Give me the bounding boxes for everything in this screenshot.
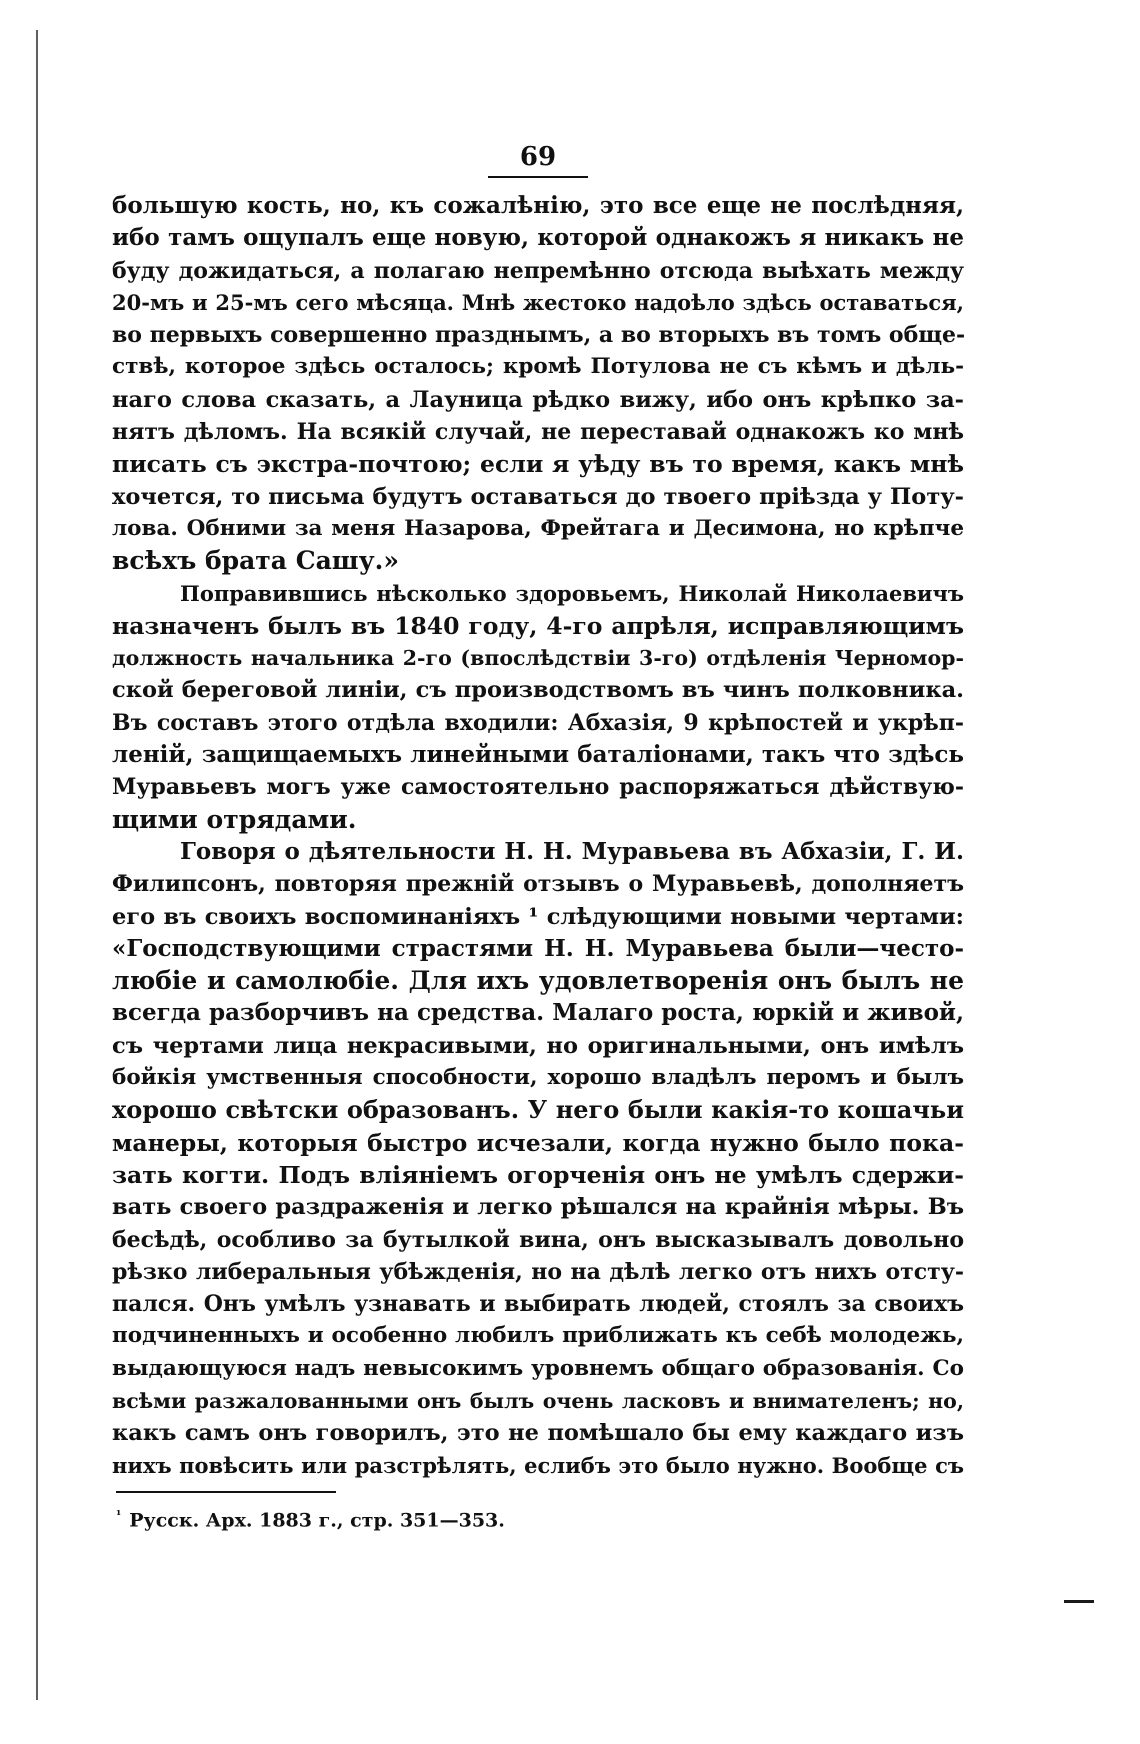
text-line: бесѣдѣ, особливо за бутылкой вина, онъ высказывалъ довольно [112, 1226, 964, 1253]
text-line: любіе и самолюбіе. Для ихъ удовлетворенія онъ былъ не [112, 966, 964, 996]
footnote-text: Русск. Арх. 1883 г., стр. 351—353. [129, 1509, 505, 1532]
text-line: леній, защищаемыхъ линейными баталіонами, такъ что здѣсь [112, 741, 964, 769]
page-number: 69 [519, 142, 557, 172]
text-line: писать съ экстра-почтою; если я уѣду въ то время, какъ мнѣ [112, 450, 964, 479]
text-line: нятъ дѣломъ. На всякій случай, не переставай однакожъ ко мнѣ [112, 419, 964, 446]
text-line: съ чертами лица некрасивыми, но оригинальными, онъ имѣлъ [112, 1032, 964, 1059]
text-line: вать своего раздраженія и легко рѣшался на крайнія мѣры. Въ [112, 1194, 964, 1221]
text-line: подчиненныхъ и особенно любилъ приближать къ себѣ молодежь, [112, 1323, 964, 1349]
text-line: всѣхъ брата Сашу.» [112, 546, 399, 576]
text-line: какъ самъ онъ говорилъ, это не помѣшало бы ему каждаго изъ [112, 1420, 964, 1447]
text-line: «Господствующими страстями Н. Н. Муравьева были—често- [112, 934, 964, 962]
text-line: во первыхъ совершенно празднымъ, а во вторыхъ въ томъ обще- [112, 322, 966, 349]
text-line: Поправившись нѣсколько здоровьемъ, Николай Николаевичъ [180, 580, 964, 606]
footnote [116, 1508, 505, 1531]
text-line: ской береговой линіи, съ производствомъ въ чинъ полковника. [112, 677, 964, 704]
text-line: Муравьевъ могъ уже самостоятельно распоряжаться дѣйствую- [112, 774, 964, 801]
text-line: ибо тамъ ощупалъ еще новую, которой однакожъ я никакъ не [112, 224, 964, 252]
text-line: пался. Онъ умѣлъ узнавать и выбирать людей, стоялъ за своихъ [112, 1291, 964, 1318]
footnote-mark: ¹ [116, 1508, 122, 1522]
footnote-rule [116, 1491, 336, 1493]
text-line: манеры, которыя быстро исчезали, когда нужно было пока- [112, 1128, 964, 1157]
text-line: рѣзко либеральныя убѣжденія, но на дѣлѣ легко отъ нихъ отсту- [112, 1258, 964, 1285]
text-line: 20-мъ и 25-мъ сего мѣсяца. Мнѣ жестоко надоѣло здѣсь оставаться, [112, 289, 964, 315]
text-line: всегда разборчивъ на средства. Малаго роста, юркій и живой, [112, 999, 964, 1027]
text-line: большую кость, но, къ сожалѣнію, это все еще не послѣдняя, [112, 192, 964, 219]
binding-edge-mark [1064, 1600, 1094, 1603]
page-number-rule [488, 176, 588, 178]
text-line: хорошо свѣтски образованъ. У него были какія-то кошачьи [112, 1095, 964, 1125]
text-line: хочется, то письма будутъ оставаться до твоего пріѣзда у Поту- [112, 483, 964, 510]
text-line: Филипсонъ, повторяя прежній отзывъ о Муравьевѣ, дополняетъ [112, 871, 964, 898]
text-line: лова. Обними за меня Назарова, Фрейтага и Десимона, но крѣпче [112, 515, 964, 541]
text-line: зать когти. Подъ вліяніемъ огорченія онъ не умѣлъ сдержи- [112, 1160, 964, 1189]
text-line: должность начальника 2-го (впослѣдствіи 3-го) отдѣленія Черномор- [112, 646, 964, 671]
body-text [112, 190, 964, 1482]
binding-edge-line [36, 30, 38, 1700]
text-line: назначенъ былъ въ 1840 году, 4-го апрѣля, исправляющимъ [112, 611, 964, 640]
text-line: нихъ повѣсить или разстрѣлять, еслибъ это было нужно. Вообще съ [112, 1452, 964, 1478]
text-line: буду дожидаться, а полагаю непремѣнно отсюда выѣхать между [112, 257, 964, 284]
text-line: Въ составъ этого отдѣла входили: Абхазія, 9 крѣпостей и укрѣп- [112, 709, 964, 736]
text-line: бойкія умственныя способности, хорошо владѣлъ перомъ и былъ [112, 1065, 964, 1091]
text-line: всѣми разжалованными онъ былъ очень ласковъ и внимателенъ; но, [112, 1388, 964, 1413]
text-line: его въ своихъ воспоминаніяхъ ¹ слѣдующими новыми чертами: [112, 903, 964, 930]
text-line: щими отрядами. [112, 804, 357, 834]
text-line: наго слова сказать, а Лауница рѣдко вижу, ибо онъ крѣпко за- [112, 386, 964, 413]
text-line: выдающуюся надъ невысокимъ уровнемъ общаго образованія. Со [112, 1355, 964, 1381]
text-line: Говоря о дѣятельности Н. Н. Муравьева въ Абхазіи, Г. И. [180, 837, 964, 865]
text-line: ствѣ, которое здѣсь осталось; кромѣ Потулова не съ кѣмъ и дѣль- [112, 354, 964, 380]
